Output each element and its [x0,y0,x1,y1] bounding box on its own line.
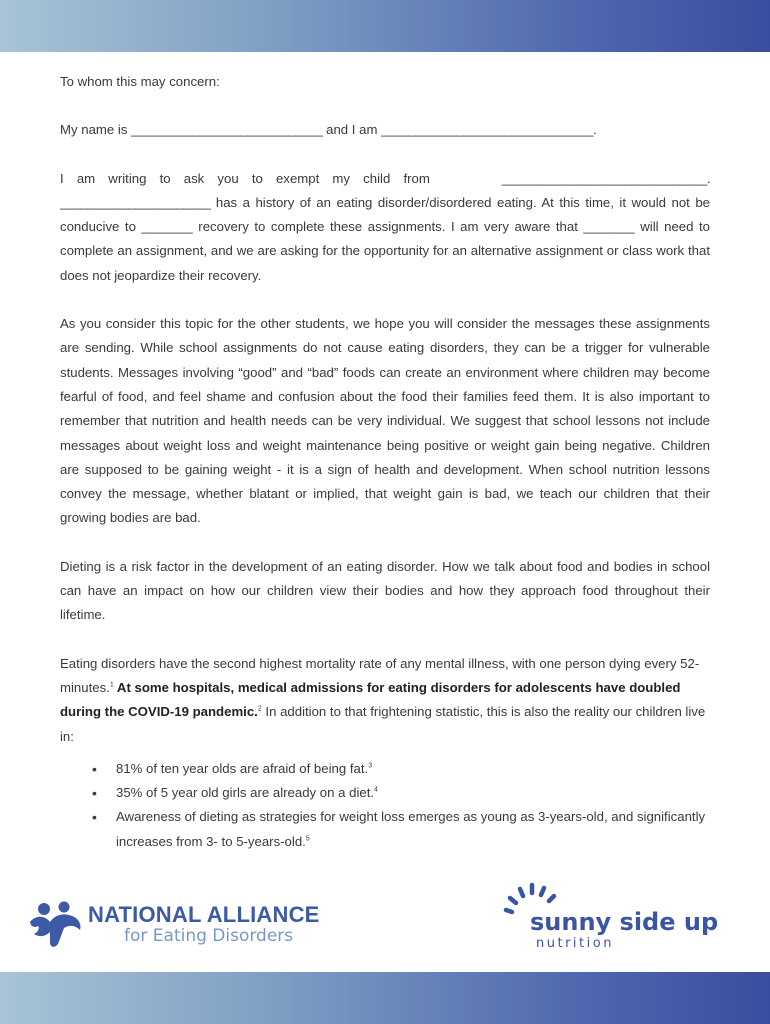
name-line [60,118,710,142]
national-alliance-logo [28,900,368,960]
statistics-list [60,757,710,854]
list-item: • Awareness of dieting as strategies for weight loss emerges as young as 3-years-old, and significantly increases from 3- to 5-years-old.$^5$ [116,805,710,854]
sunny-side-up-logo [498,880,738,960]
messages-paragraph: As you consider this topic for the other students, we hope you will consider the messages these assignments are sending. While school assignments do not cause eating disorders, they can be a trigger for vulnerable students. Messages involving “good” and “bad” foods can create an environment where children may become fearful of food, and feel shame and confusion about the food their families feed them. It is also important to remember that nutrition and health needs can be very individual. We suggest that school lessons not include messages about weight loss and weight maintenance being positive or weight gain being negative. Children are supposed to be gaining weight - it is a sign of health and development. When school nutrition lessons convey the message, whether blatant or implied, that weight gain is bad, we teach our children that their growing bodies are bad. [60,316,710,526]
sunny-side-up-name: sunny side up [530,908,719,936]
sunny-side-up-tagline: nutrition [536,936,614,951]
class-blank[interactable]: ______________________________. [501,170,710,186]
header-gradient-band [0,0,770,52]
national-alliance-subtitle: for Eating Disorders [124,926,294,946]
list-item: • 81% of ten year olds are afraid of being fat.$^3$ [116,757,710,781]
footnote-ref-1: 1 [109,681,114,689]
name-prefix: My name is [60,122,128,138]
mortality-text: Eating disorders have the second highest mortality rate of any mental illness, with one person dying every 52-minutes. [60,655,700,695]
footnote-ref-4: 4 [374,786,378,794]
footer-gradient-band [0,972,770,1024]
dieting-paragraph: Dieting is a risk factor in the development of an eating disorder. How we talk about food and bodies in school can have an impact on how our children view their bodies and how they approach food throughout their lifetime. [60,558,710,623]
national-alliance-figures-icon [28,900,84,950]
child-name-blank[interactable]: ______________________ [60,194,211,210]
covid-statistic: At some hospitals, medical admissions for eating disorders for adolescents have doubled during the COVID-19 pandemic. [60,679,681,720]
name-blank[interactable]: ____________________________ [131,122,323,138]
role-prefix: and I am [326,122,378,138]
exempt-line [60,167,710,191]
mortality-paragraph [60,652,710,749]
reality-text: In addition to that frightening statistic, this is also the reality our children live in: [60,704,706,744]
list-item: • 35% of 5 year old girls are already on a diet.$^4$ [116,781,710,805]
footnote-ref-5: 5 [305,835,310,843]
footnote-ref-3: 3 [368,762,373,770]
national-alliance-name: NATIONAL ALLIANCE [88,902,320,927]
exemption-text: has a history of an eating disorder/disordered eating. At this time, it would not be conducive to _______ recovery to complete these assignments. I am very aware that _______ will need to complete an assignment, and we are asking for the opportunity for an alternative assignment or class work that does not jeopardize their recovery. [60,194,710,283]
footnote-ref-2: 2 [257,705,262,713]
exemption-paragraph [60,191,710,288]
role-blank[interactable]: _______________________________. [381,122,597,138]
exempt-text: I am writing to ask you to exempt my child from [60,170,430,186]
salutation: To whom this may concern: [60,74,220,89]
letter-body [60,70,710,854]
